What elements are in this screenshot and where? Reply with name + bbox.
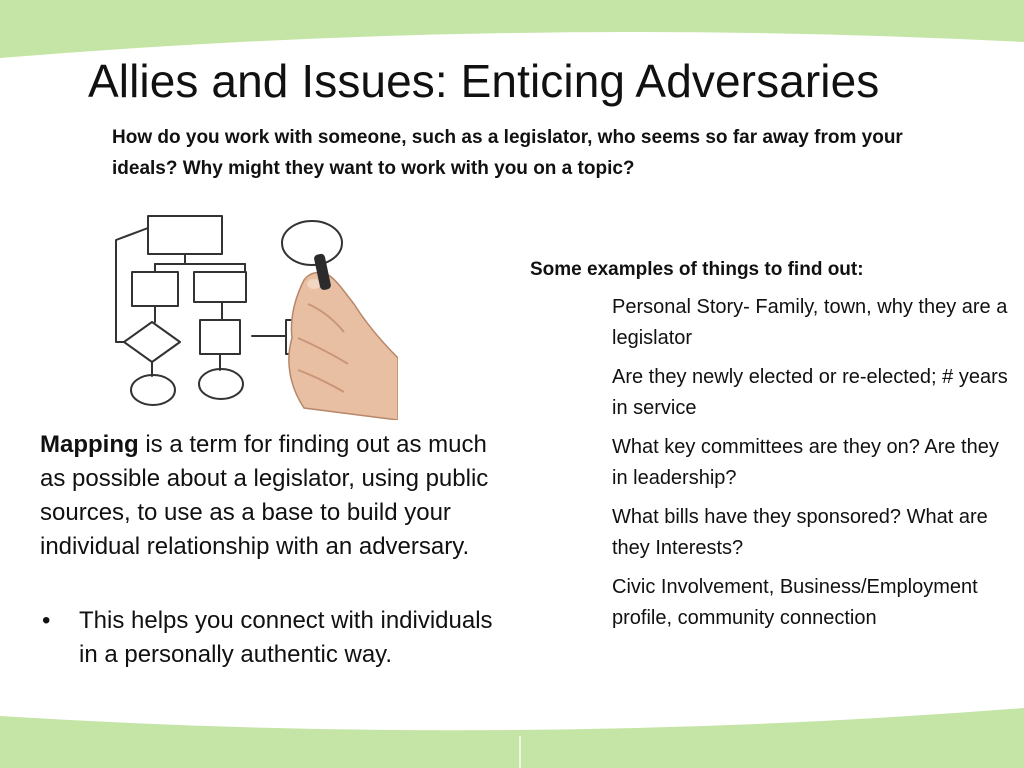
flowchart-box-mid [200, 320, 240, 354]
example-item: Are they newly elected or re-elected; # years in service [612, 366, 1008, 419]
flowchart-oval-sketch [282, 221, 342, 265]
hand-icon [289, 253, 398, 420]
flowchart-oval-left [131, 375, 175, 405]
example-item: What key committees are they on? Are they in leadership? [612, 436, 999, 489]
flowchart-box-top [148, 216, 222, 254]
example-item: Personal Story- Family, town, why they are a legislator [612, 296, 1008, 349]
bottom-band [0, 708, 1024, 768]
example-item: What bills have they sponsored? What are they Interests? [612, 506, 988, 559]
top-band [0, 0, 1024, 58]
examples-heading: Some examples of things to find out: [530, 259, 864, 280]
example-item: Civic Involvement, Business/Employment profile, community connection [612, 576, 978, 629]
bullet-text: This helps you connect with individuals in a personally authentic way. [79, 607, 493, 668]
mapping-bullets [40, 604, 500, 672]
flowchart-oval-right [199, 369, 243, 399]
bullet-glyph: • [42, 607, 51, 634]
slide-title: Allies and Issues: Enticing Adversaries [88, 55, 880, 107]
flowchart-box-left [132, 272, 178, 306]
mapping-paragraph [40, 428, 510, 564]
slide-subtitle: How do you work with someone, such as a legislator, who seems so far away from your ideals? Why might they want to work with you on a topic? [112, 127, 903, 179]
flowchart-diamond [124, 322, 180, 362]
mapping-text: is a term for finding out as much as possible about a legislator, using public sources, to use as a base to build your individual relationship with an adversary. [40, 431, 489, 560]
examples-list [612, 292, 1012, 642]
bullet-item [40, 604, 500, 672]
flowchart-box-right [194, 272, 246, 302]
mapping-keyword: Mapping [40, 431, 139, 458]
flowchart-drawing-image [108, 208, 398, 420]
